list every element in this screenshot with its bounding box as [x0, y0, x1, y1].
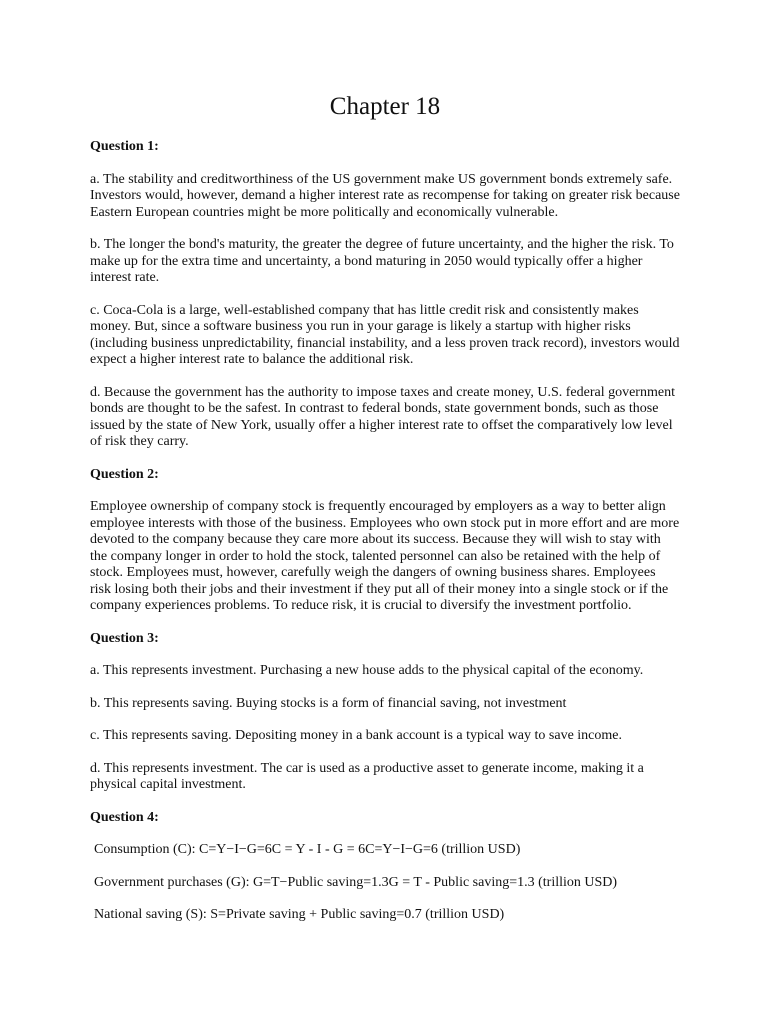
question-2-answer: Employee ownership of company stock is frequently encouraged by employers as a way to better align employee interests with those of the business. Employees who own stock put in more effort and are more devoted to the company because they care more about its success. Because they will wish to stay with the company longer in order to hold the stock, talented personnel can also be retained with the help of stock. Employees must, however, carefully weigh the dangers of owning business shares. Employees risk losing both their jobs and their investment if they put all of their money into a single stock or if the company experiences problems. To reduce risk, it is crucial to diversify the investment portfolio. — [90, 499, 680, 613]
question-3-heading: Question 3: — [90, 630, 159, 646]
question-4-government-purchases: Government purchases (G): G=T−Public saving=1.3G = T - Public saving=1.3 (trillion USD) — [94, 874, 618, 890]
question-3-answer-b: b. This represents saving. Buying stocks is a form of financial saving, not investment — [90, 695, 567, 711]
question-4-consumption: Consumption (C): C=Y−I−G=6C = Y - I - G = 6C=Y−I−G=6 (trillion USD) — [94, 842, 521, 857]
question-3-answer-d: d. This represents investment. The car is used as a productive asset to generate income, making it a physical capital investment. — [90, 760, 644, 792]
question-1-answer-d: d. Because the government has the authority to impose taxes and create money, U.S. federal government bonds are thought to be the safest. In contrast to federal bonds, state government bonds, such as those issued by the state of New York, usually offer a higher interest rate to offset the comparatively low level of risk they carry. — [90, 384, 675, 449]
question-3-answer-a: a. This represents investment. Purchasing a new house adds to the physical capital of the economy. — [90, 663, 644, 678]
question-4-national-saving: National saving (S): S=Private saving + Public saving=0.7 (trillion USD) — [94, 907, 505, 922]
question-1-heading: Question 1: — [90, 139, 159, 154]
document-page — [90, 92, 680, 940]
question-1-answer-a: a. The stability and creditworthiness of the US government make US government bonds extremely safe. Investors would, however, demand a higher interest rate as recompense for taking on greater risk because Eastern European countries might be more politically and economically vulnerable. — [90, 171, 680, 220]
question-2-heading: Question 2: — [90, 466, 159, 482]
question-1-answer-b: b. The longer the bond's maturity, the greater the degree of future uncertainty, and the higher the risk. To make up for the extra time and uncertainty, a bond maturing in 2050 would typically offer a higher interest rate. — [90, 237, 674, 285]
page-title: Chapter 18 — [329, 93, 441, 120]
question-1-answer-c: c. Coca-Cola is a large, well-established company that has little credit risk and consistently makes money. But, since a software business you run in your garage is likely a startup with higher risks (including business unpredictability, financial instability, and a less proven track record), investors would expect a higher interest rate to balance the additional risk. — [90, 302, 680, 367]
question-3-answer-c: c. This represents saving. Depositing money in a bank account is a typical way to save income. — [90, 728, 622, 743]
question-4-heading: Question 4: — [90, 809, 159, 825]
